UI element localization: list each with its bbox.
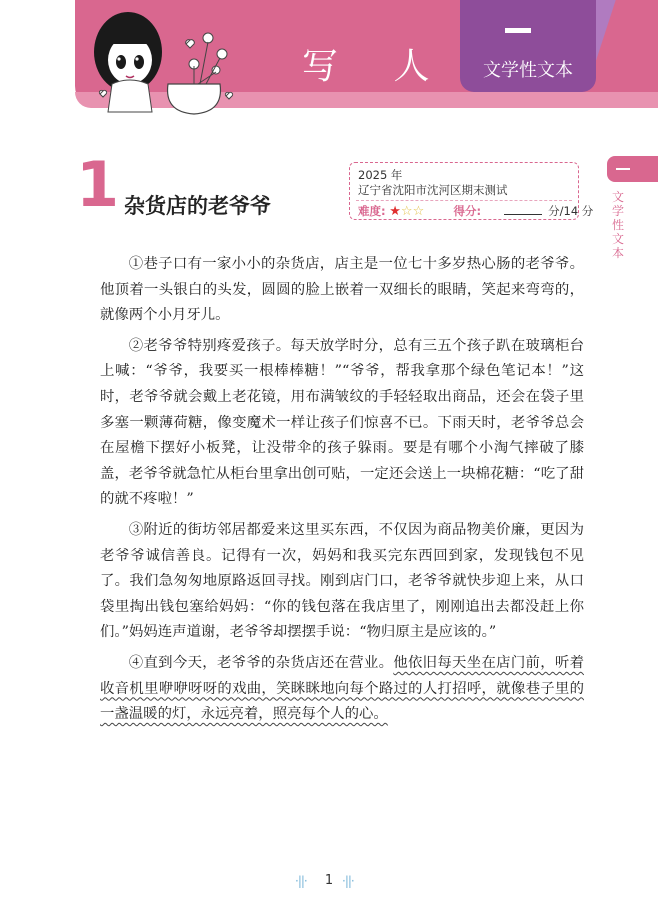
paragraph xyxy=(100,651,584,728)
category-tab-number xyxy=(505,28,531,33)
exam-info-box xyxy=(349,162,594,220)
star-filled-icon: ★ xyxy=(389,204,401,219)
page-number: 1 xyxy=(324,873,334,888)
cartoon-girl-illustration xyxy=(90,4,250,116)
side-tab-number xyxy=(616,168,630,170)
left-ornament-icon: ·||· xyxy=(295,874,307,888)
category-tab-label: 文学性文本 xyxy=(483,60,573,81)
page-footer xyxy=(0,870,658,894)
info-divider xyxy=(356,200,572,201)
exam-year: 2025 年 xyxy=(358,168,403,182)
chapter-title: 杂货店的老爷爷 xyxy=(124,194,271,218)
underlined-sentence: 他依旧每天坐在店门前，听着收音机里咿咿呀呀的戏曲，笑眯眯地向每个路过的人打招呼，就像巷子里的一盏温暖的灯，永远亮着，照亮每个人的心。 xyxy=(100,654,584,723)
score-label: 得分: xyxy=(453,204,482,218)
right-ornament-icon: ·||· xyxy=(342,874,354,888)
paragraph: ②老爷爷特别疼爱孩子。每天放学时分，总有三五个孩子趴在玻璃柜台上喊：“爷爷，我要买一根棒棒糖！”“爷爷，帮我拿那个绿色笔记本！”这时，老爷爷就会戴上老花镜，用布满皱纹的手轻轻取出商品，还会在袋子里多塞一颗薄荷糖，像变魔术一样让孩子们惊喜不已。下雨天时，老爷爷总会在屋檐下摆好小板凳，让没带伞的孩子躲雨。要是有哪个小淘气摔破了膝盖，老爷爷就急忙从柜台里拿出创可贴，一定还会送上一块棉花糖：“吃了甜的就不疼啦！” xyxy=(100,337,584,508)
score-suffix: 分/14 分 xyxy=(548,204,594,218)
paragraph-4-plain: ④直到今天，老爷爷的杂货店还在营业。 xyxy=(128,654,394,671)
unit-title: 写 人 xyxy=(302,46,452,87)
difficulty-row xyxy=(358,203,593,219)
exam-source: 辽宁省沈阳市沈河区期末测试 xyxy=(358,183,508,197)
star-empty-icon: ☆ xyxy=(412,204,425,219)
side-tab-label: 文学性文本 xyxy=(612,190,625,260)
paragraph: ①巷子口有一家小小的杂货店，店主是一位七十多岁热心肠的老爷爷。他顶着一头银白的头发，圆圆的脸上嵌着一双细长的眼睛，笑起来弯弯的，就像两个小月牙儿。 xyxy=(100,256,584,324)
chapter-number: 1 xyxy=(76,148,120,221)
difficulty-label: 难度: xyxy=(358,204,386,218)
paragraph: ③附近的街坊邻居都爱来这里买东西，不仅因为商品物美价廉，更因为老爷爷诚信善良。记得有一次，妈妈和我买完东西回到家，发现钱包不见了。我们急匆匆地原路返回寻找。刚到店门口，老爷爷就快步迎上来，从口袋里掏出钱包塞给妈妈：“你的钱包落在我店里了，刚刚追出去都没赶上你们。”妈妈连声道谢，老爷爷却摆摆手说：“物归原主是应该的。” xyxy=(100,521,584,641)
side-tab xyxy=(607,156,658,182)
score-blank[interactable] xyxy=(504,204,542,215)
article-body xyxy=(100,252,584,733)
star-empty-icon: ☆ xyxy=(400,204,413,219)
